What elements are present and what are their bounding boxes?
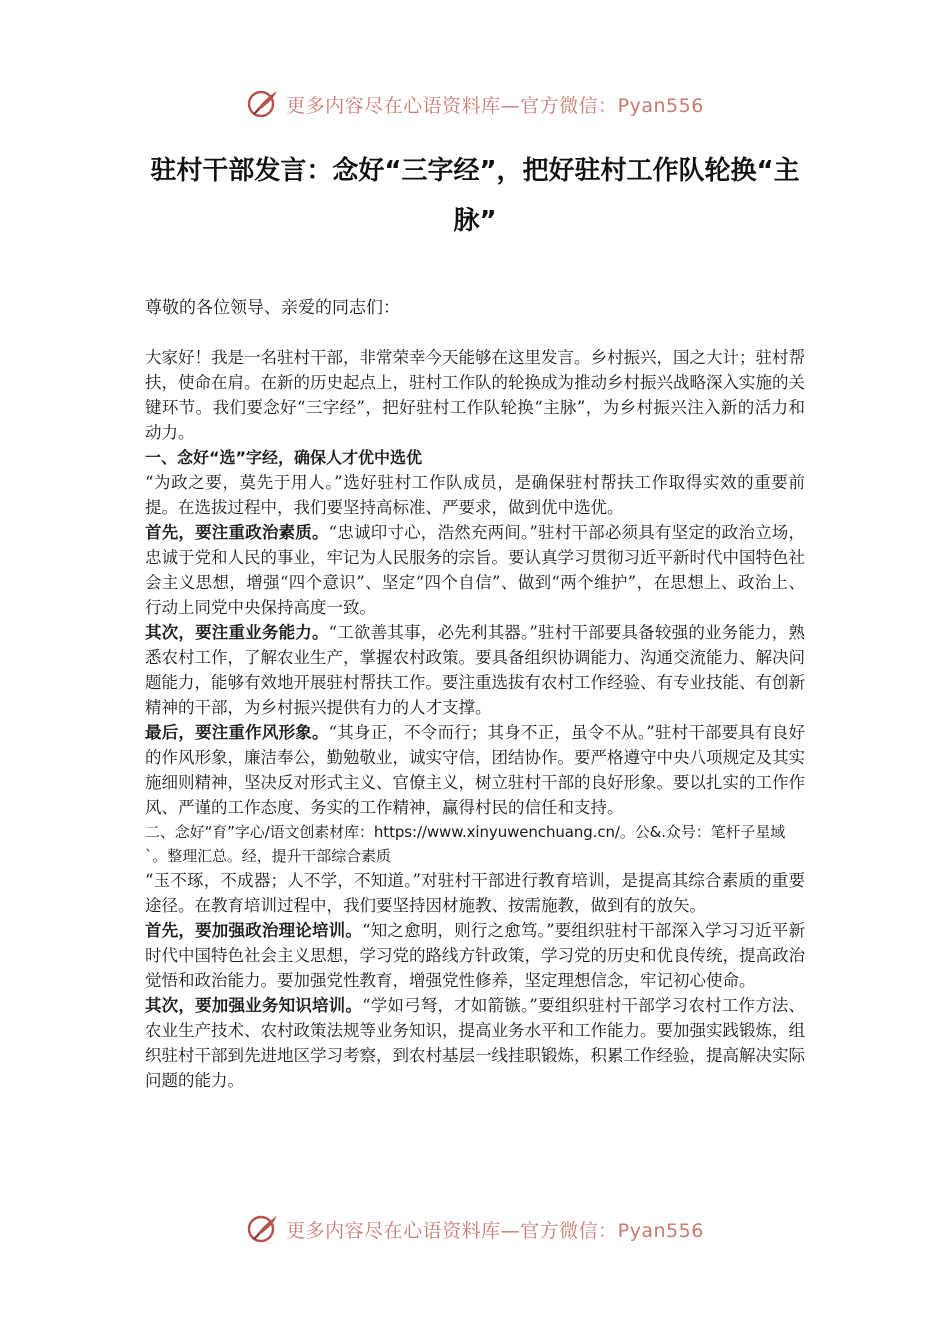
section-2-intro: “玉不琢，不成器；人不学，不知道。”对驻村干部进行教育培训，是提高其综合素质的重要途径。在教育培训过程中，我们要坚持因材施教、按需施教，做到有的放矢。 bbox=[145, 871, 805, 915]
point-lead: 首先，要加强政治理论培训。 bbox=[145, 921, 363, 940]
intro-paragraph: 大家好！我是一名驻村干部，非常荣幸今天能够在这里发言。乡村振兴，国之大计；驻村帮扶，使命在肩。在新的历史起点上，驻村工作队的轮换成为推动乡村振兴战略深入实施的关键环节。我们要念好“三字经”，把好驻村工作队轮换“主脉”，为乡村振兴注入新的活力和动力。 bbox=[145, 348, 805, 442]
section-2-point-1 bbox=[145, 918, 805, 993]
footer-watermark-banner bbox=[0, 1209, 950, 1249]
point-text: “工欲善其事，必先利其器。”驻村干部要具备较强的业务能力，熟悉农村工作，了解农业生产，掌握农村政策。要具备组织协调能力、沟通交流能力、解决问题能力，能够有效地开展驻村帮扶工作。要注重选拔有农村工作经验、有专业技能、有创新精神的干部，为乡村振兴提供有力的人才支撑。 bbox=[145, 623, 806, 717]
point-text: “学如弓弩，才如箭镞。”要组织驻村干部学习农村工作方法、农业生产技术、农村政策法规等业务知识，提高业务水平和工作能力。要加强实践锻炼，组织驻村干部到先进地区学习考察，到农村基层一线挂职锻炼，积累工作经验，提高解决实际问题的能力。 bbox=[145, 996, 805, 1090]
section-2-point-2 bbox=[145, 993, 805, 1093]
banner-text: 更多内容尽在心语资料库—官方微信：Pyan556 bbox=[286, 1219, 704, 1242]
point-lead: 其次，要加强业务知识培训。 bbox=[145, 996, 363, 1015]
section-1-heading: 一、念好“选”字经，确保人才优中选优 bbox=[145, 448, 423, 467]
header-watermark-banner bbox=[0, 84, 950, 124]
section-1-intro: “为政之要，莫先于用人。”选好驻村工作队成员，是确保驻村帮扶工作取得实效的重要前提。在选拔过程中，我们要坚持高标准、严要求，做到优中选优。 bbox=[145, 473, 805, 517]
point-lead: 首先，要注重政治素质。 bbox=[145, 523, 329, 542]
quill-logo-icon bbox=[246, 87, 280, 121]
document-title: 驻村干部发言：念好“三字经”，把好驻村工作队轮换“主脉” bbox=[150, 156, 800, 236]
salutation: 尊敬的各位领导、亲爱的同志们： bbox=[145, 298, 400, 318]
quill-logo-icon bbox=[246, 1212, 280, 1246]
point-text: “知之愈明，则行之愈笃。”要组织驻村干部深入学习习近平新时代中国特色社会主义思想，学习党的路线方针政策，学习党的历史和优良传统，提高政治觉悟和政治能力。要加强党性教育，增强党性修养，坚定理想信念，牢记初心使命。 bbox=[145, 921, 805, 990]
document-body bbox=[145, 345, 805, 1093]
section-2-heading: 二、念好“育”字心/语文创素材库：https://www.xinyuwenchuang.cn/。公&.众号：笔杆子星域`。整理汇总。经，提升干部综合素质 bbox=[145, 823, 786, 865]
point-text: “其身正，不令而行；其身不正，虽令不从。”驻村干部要具有良好的作风形象，廉洁奉公，勤勉敬业，诚实守信，团结协作。要严格遵守中央八项规定及其实施细则精神，坚决反对形式主义、官僚主义，树立驻村干部的良好形象。要以扎实的工作作风、严谨的工作态度、务实的工作精神，赢得村民的信任和支持。 bbox=[145, 723, 806, 817]
point-lead: 最后，要注重作风形象。 bbox=[145, 723, 329, 742]
section-1-point-2 bbox=[145, 620, 805, 720]
banner-text: 更多内容尽在心语资料库—官方微信：Pyan556 bbox=[286, 94, 704, 117]
point-text: “忠诚印寸心，浩然充两间。”驻村干部必须具有坚定的政治立场，忠诚于党和人民的事业，牢记为人民服务的宗旨。要认真学习贯彻习近平新时代中国特色社会主义思想，增强“四个意识”、坚定“四个自信”、做到“两个维护”，在思想上、政治上、行动上同党中央保持高度一致。 bbox=[145, 523, 806, 617]
section-1-point-1 bbox=[145, 520, 805, 620]
point-lead: 其次，要注重业务能力。 bbox=[145, 623, 329, 642]
section-1-point-3 bbox=[145, 720, 805, 820]
